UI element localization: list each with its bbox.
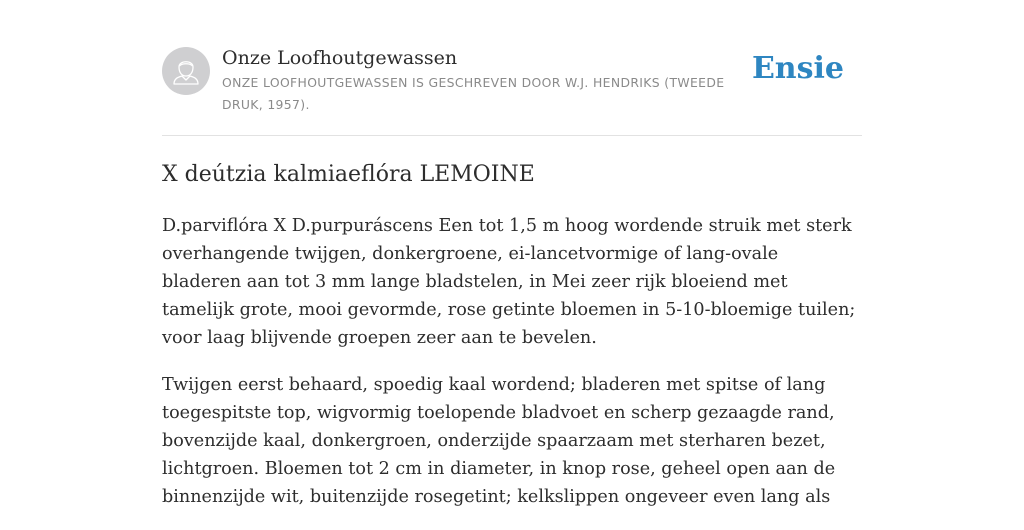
entry-paragraph: D.parviflóra X D.purpuráscens Een tot 1,5 m hoog wordende struik met sterk overhangende twijgen, donkergroene, ei-lancetvormige of lang-ovale bladeren aan tot 3 mm lange bladstelen, in Mei zeer rijk bloeiend met tamelijk grote, mooi gevormde, rose getinte bloemen in 5-10-bloemige tuilen; voor laag blijvende groepen zeer aan te bevelen. [162,216,856,348]
source-description: ONZE LOOFHOUTGEWASSEN IS GESCHREVEN DOOR W.J. HENDRIKS (TWEEDE DRUK, 1957). [222,75,725,112]
user-icon [162,47,210,95]
page [162,0,862,507]
source-header [162,0,862,136]
site-logo[interactable]: Ensie [751,51,844,86]
source-info [222,45,762,116]
entry-body [162,212,862,530]
avatar [162,47,210,95]
entry-title: X deútzia kalmiaeflóra LEMOINE [162,162,535,187]
entry-paragraph: Twijgen eerst behaard, spoedig kaal wordend; bladeren met spitse of lang toegespitste top, wigvormig toelopende bladvoet en scherp gezaagde rand, bovenzijde kaal, donkergroen, onderzijde spaarzaam met sterharen bezet, lichtgroen. Bloemen tot 2 cm in diameter, in knop rose, geheel open aan de binnenzijde wit, buitenzijde rosegetint; kelkslippen ongeveer even lang als [162,375,836,507]
source-title[interactable]: Onze Loofhoutgewassen [222,47,458,69]
